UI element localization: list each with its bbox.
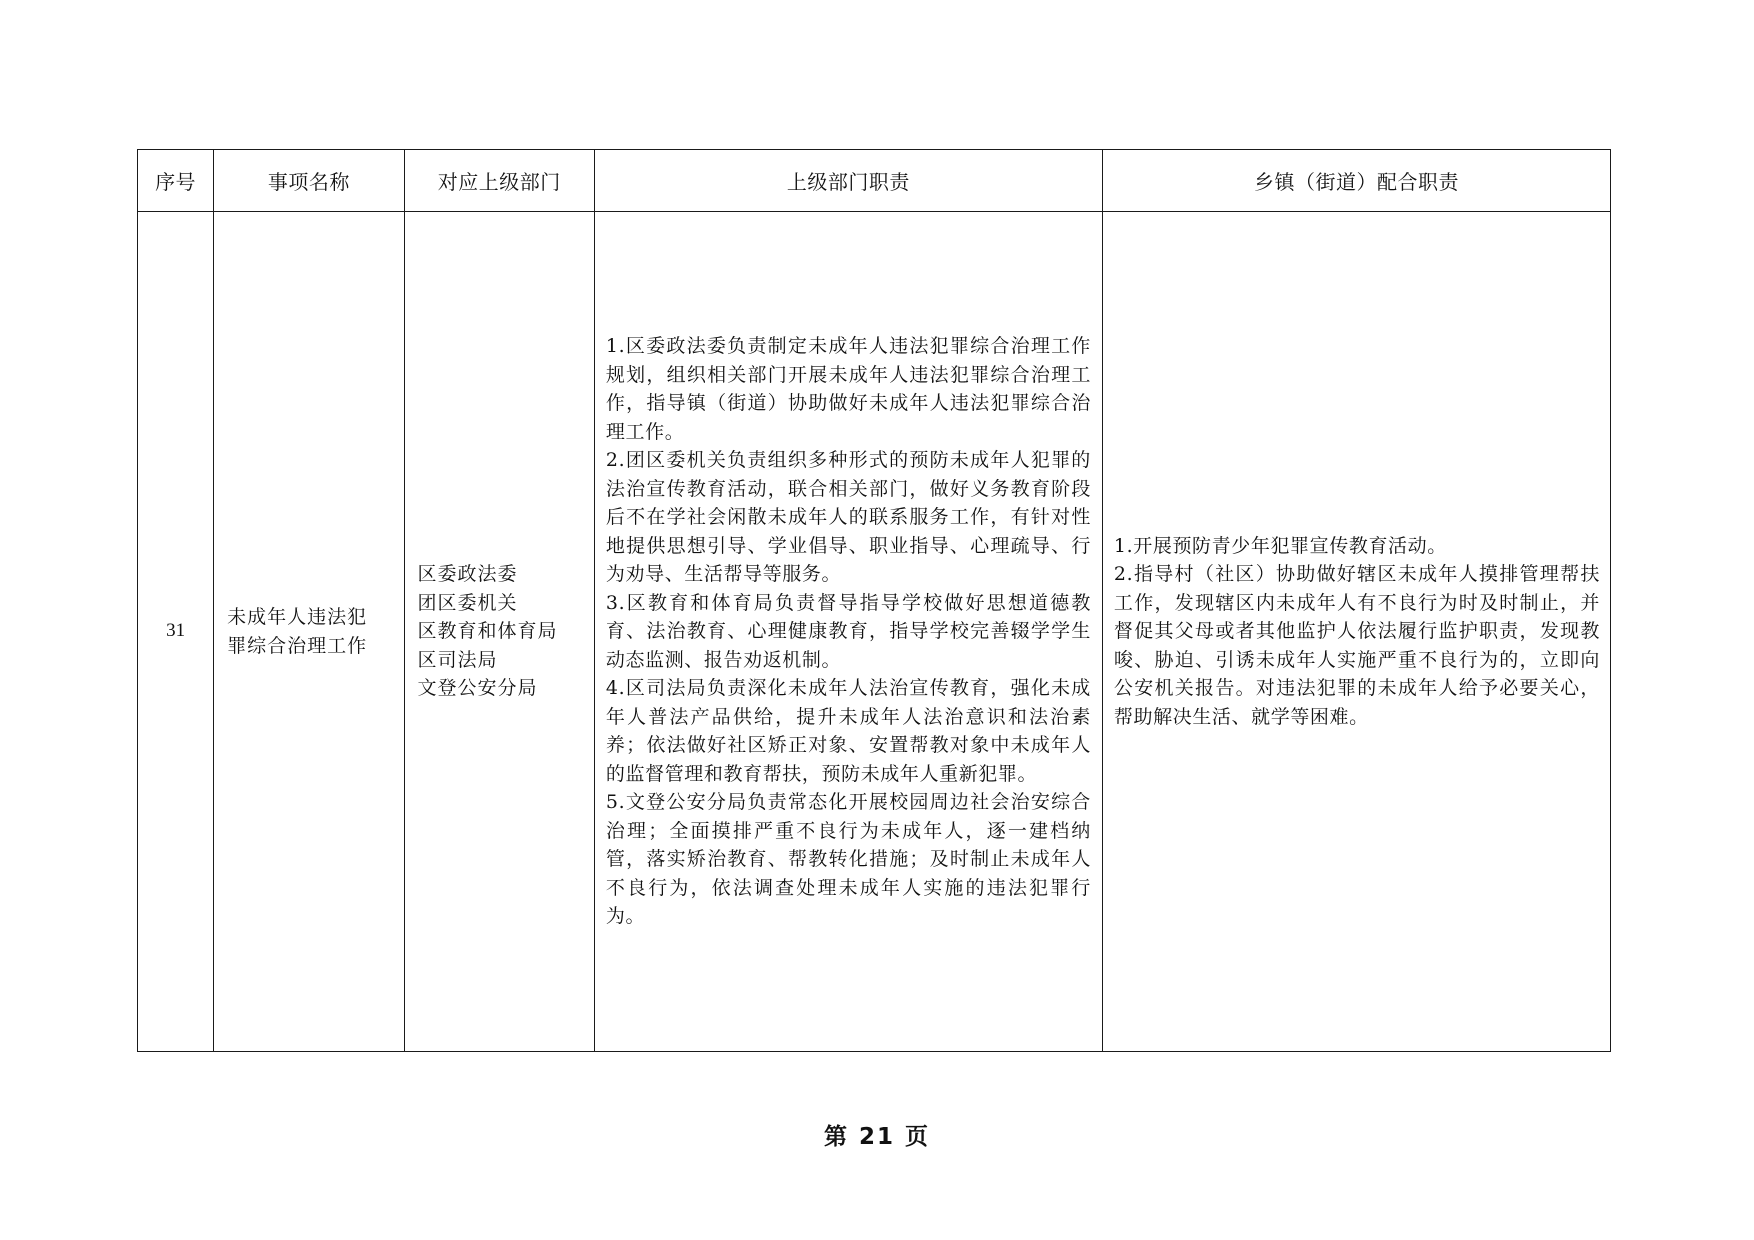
row-upper-duties	[594, 212, 1102, 1052]
department-name: 团区委机关	[417, 591, 518, 614]
page-number: 第 21 页	[823, 1124, 931, 1150]
department-name: 文登公安分局	[417, 677, 538, 700]
header-upper-department: 对应上级部门	[404, 150, 594, 212]
header-index: 序号	[138, 150, 214, 212]
row-town-duties	[1102, 212, 1610, 1052]
town-duty-item: 1.开展预防青少年犯罪宣传教育活动。	[1113, 534, 1447, 557]
header-item-name: 事项名称	[214, 150, 404, 212]
upper-duty-item: 1.区委政法委负责制定未成年人违法犯罪综合治理工作规划，组织相关部门开展未成年人违法犯罪综合治理工作，指导镇（街道）协助做好未成年人违法犯罪综合治理工作。	[605, 335, 1091, 443]
department-name: 区司法局	[417, 648, 498, 671]
upper-duty-item: 5.文登公安分局负责常态化开展校园周边社会治安综合治理；全面摸排严重不良行为未成年人，逐一建档纳管，落实矫治教育、帮教转化措施；及时制止未成年人不良行为，依法调查处理未成年人实施的违法犯罪行为。	[605, 791, 1091, 928]
item-name-line: 未成年人违法犯	[227, 606, 368, 628]
row-index: 31	[138, 212, 214, 1052]
town-duty-item: 2.指导村（社区）协助做好辖区未成年人摸排管理帮扶工作，发现辖区内未成年人有不良行为时及时制止，并督促其父母或者其他监护人依法履行监护职责，发现教唆、胁迫、引诱未成年人实施严重不良行为的，立即向公安机关报告。对违法犯罪的未成年人给予必要关心，帮助解决生活、就学等困难。	[1113, 563, 1600, 728]
department-name: 区委政法委	[417, 563, 518, 586]
header-town-duties: 乡镇（街道）配合职责	[1102, 150, 1610, 212]
item-name-line: 罪综合治理工作	[227, 634, 368, 657]
header-row	[138, 150, 1611, 212]
upper-duty-item: 2.团区委机关负责组织多种形式的预防未成年人犯罪的法治宣传教育活动，联合相关部门，做好义务教育阶段后不在学社会闲散未成年人的联系服务工作，有针对性地提供思想引导、学业倡导、职业指导、心理疏导、行为劝导、生活帮导等服务。	[605, 449, 1091, 586]
department-name: 区教育和体育局	[417, 620, 558, 643]
duty-table	[137, 149, 1611, 1052]
upper-duty-item: 4.区司法局负责深化未成年人法治宣传教育，强化未成年人普法产品供给，提升未成年人法治意识和法治素养；依法做好社区矫正对象、安置帮教对象中未成年人的监督管理和教育帮扶，预防未成年人重新犯罪。	[605, 677, 1091, 785]
upper-duty-item: 3.区教育和体育局负责督导指导学校做好思想道德教育、法治教育、心理健康教育，指导学校完善辍学学生动态监测、报告劝返机制。	[605, 591, 1091, 671]
header-upper-duties: 上级部门职责	[594, 150, 1102, 212]
table-row	[138, 212, 1611, 1052]
row-item-name	[214, 212, 404, 1052]
row-upper-departments	[404, 212, 594, 1052]
table-body	[138, 212, 1611, 1052]
table-header	[138, 150, 1611, 212]
